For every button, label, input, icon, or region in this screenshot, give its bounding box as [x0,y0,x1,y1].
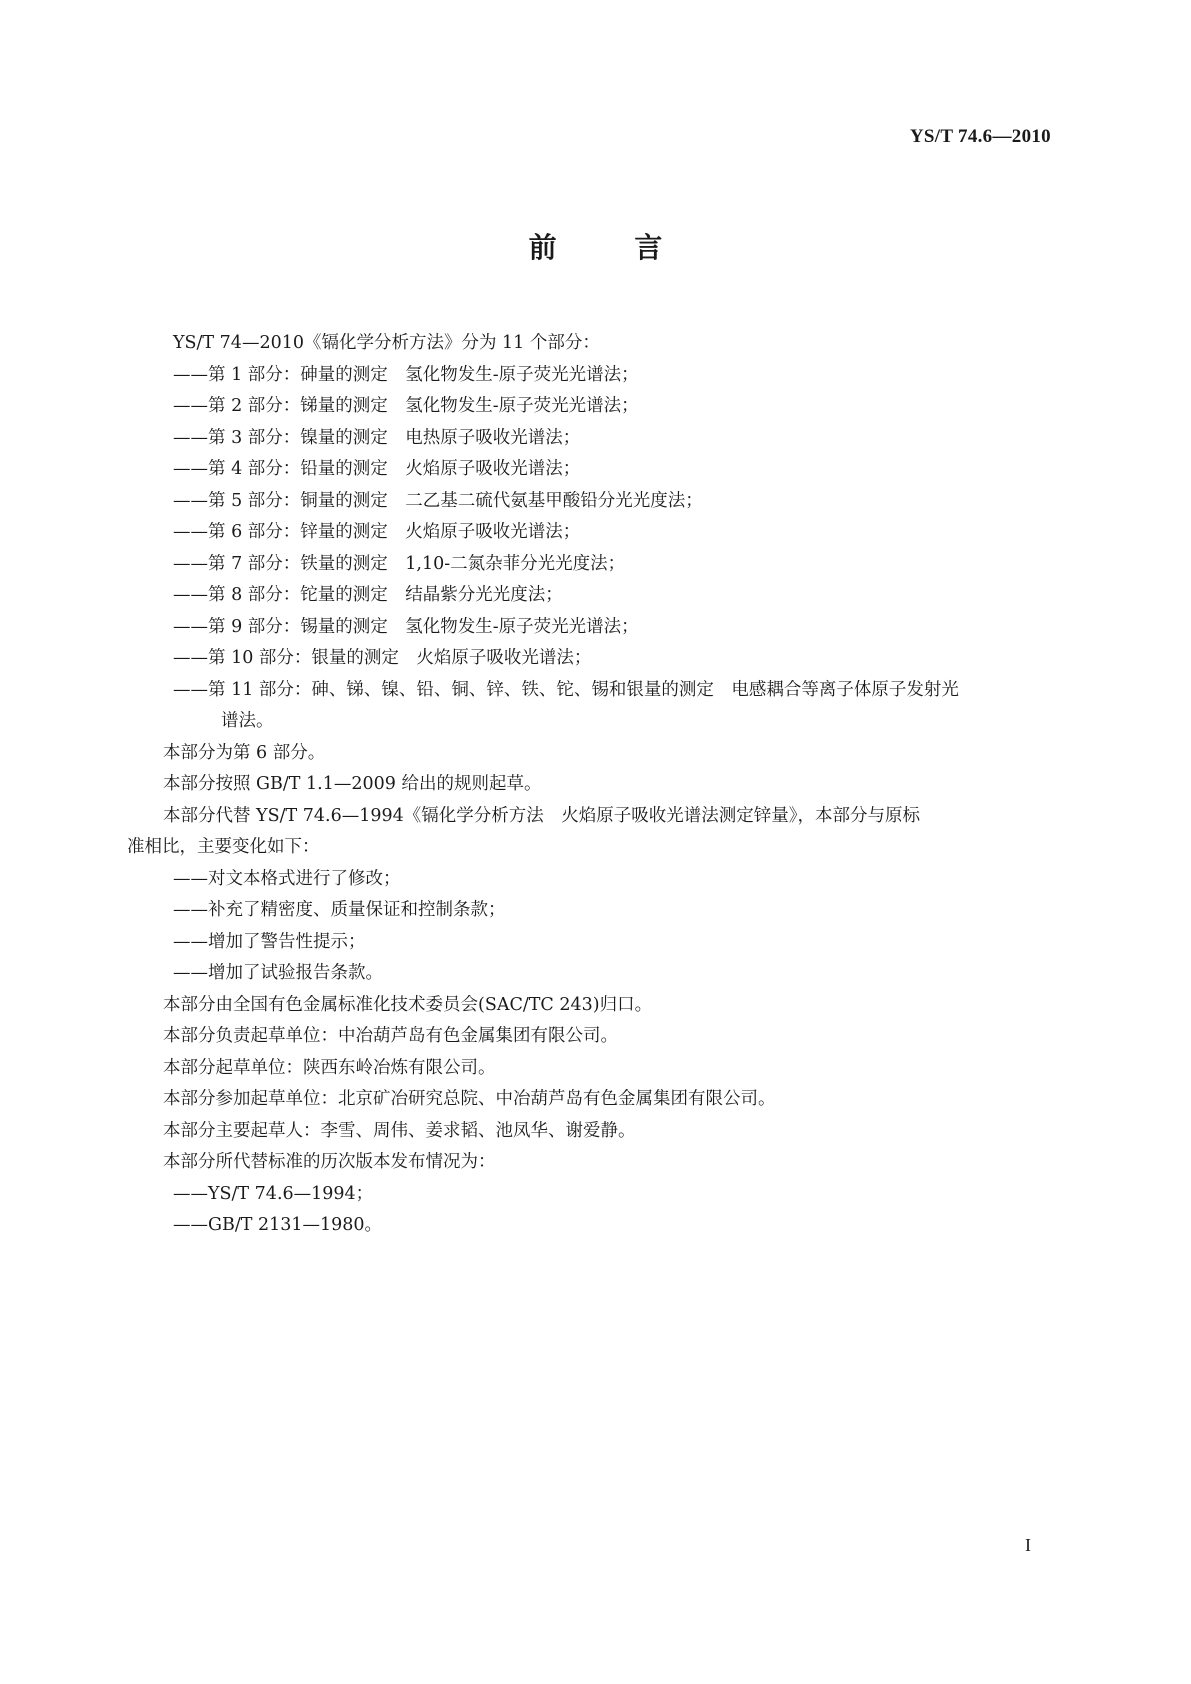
list-item: ——对文本格式进行了修改； [173,868,401,889]
page-title: 前 言 [528,231,697,264]
list-item: ——第 7 部分：铁量的测定 1,10-二氮杂菲分光光度法； [173,553,626,574]
list-item: ——第 10 部分：银量的测定 火焰原子吸收光谱法； [173,648,592,668]
list-item: ——第 9 部分：锡量的测定 氢化物发生-原子荧光光谱法； [173,616,639,637]
history-intro-paragraph: 本部分所代替标准的历次版本发布情况为： [163,1152,496,1172]
intro-paragraph: YS/T 74—2010《镉化学分析方法》分为 11 个部分： [173,333,600,353]
list-item: ——第 4 部分：铅量的测定 火焰原子吸收光谱法； [173,459,581,479]
list-item: ——增加了试验报告条款。 [173,963,383,983]
responsible-drafter-paragraph: 本部分负责起草单位：中冶葫芦岛有色金属集团有限公司。 [163,1026,618,1046]
list-item-part-11: ——第 11 部分：砷、锑、镍、铅、铜、锌、铁、铊、锡和银量的测定 电感耦合等离子体原子发射光 [173,679,959,700]
list-item-part-11-continuation: 谱法。 [221,711,274,731]
foreword-body [127,328,1053,1242]
list-item: ——第 2 部分：锑量的测定 氢化物发生-原子荧光光谱法； [173,396,639,416]
list-item: ——第 3 部分：镍量的测定 电热原子吸收光谱法； [173,427,581,448]
parts-list [173,360,1053,738]
replaces-paragraph-continuation: 准相比，主要变化如下： [127,837,320,857]
history-list [173,1179,1053,1242]
list-item: ——第 5 部分：铜量的测定 二乙基二硫代氨基甲酸铅分光光度法； [173,490,703,511]
list-item: ——第 6 部分：锌量的测定 火焰原子吸收光谱法； [173,522,581,542]
list-item: ——GB/T 2131—1980。 [173,1215,383,1235]
document-code: YS/T 74.6—2010 [909,126,1051,147]
list-item: ——增加了警告性提示； [173,931,366,952]
drafting-rule-paragraph: 本部分按照 GB/T 1.1—2009 给出的规则起草。 [163,774,542,794]
list-item: ——YS/T 74.6—1994； [173,1183,374,1204]
page-number: I [1025,1535,1031,1555]
main-drafters-paragraph: 本部分主要起草人：李雪、周伟、姜求韬、池凤华、谢爱静。 [163,1120,636,1141]
changes-list [173,864,1053,990]
replaces-paragraph: 本部分代替 YS/T 74.6—1994《镉化学分析方法 火焰原子吸收光谱法测定锌量》，本部分与原标 [163,805,920,826]
participating-units-paragraph: 本部分参加起草单位：北京矿冶研究总院、中冶葫芦岛有色金属集团有限公司。 [163,1089,776,1109]
list-item: ——第 1 部分：砷量的测定 氢化物发生-原子荧光光谱法； [173,364,639,385]
this-part-paragraph: 本部分为第 6 部分。 [163,742,326,763]
committee-paragraph: 本部分由全国有色金属标准化技术委员会(SAC/TC 243)归口。 [163,994,653,1015]
drafting-unit-paragraph: 本部分起草单位：陕西东岭冶炼有限公司。 [163,1057,496,1078]
list-item: ——补充了精密度、质量保证和控制条款； [173,900,506,920]
list-item: ——第 8 部分：铊量的测定 结晶紫分光光度法； [173,585,563,605]
